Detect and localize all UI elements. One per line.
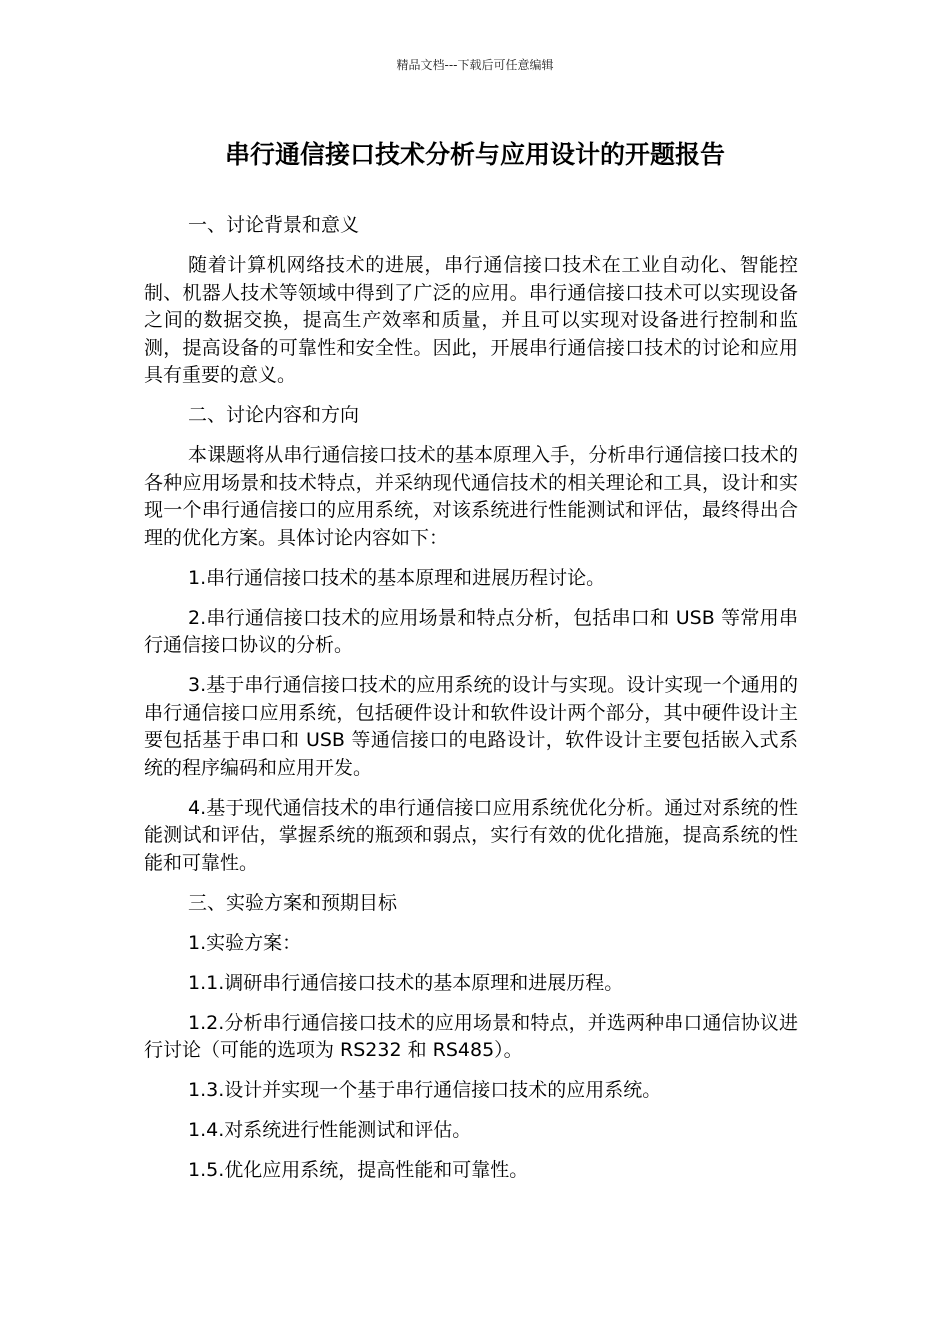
plan-heading: 1.实验方案：	[188, 931, 302, 954]
content-item-2: 2.串行通信接口技术的应用场景和特点分析，包括串口和 USB 等常用串行通信接口协议的分析。	[144, 606, 798, 656]
content-item-1: 1.串行通信接口技术的基本原理和进展历程讨论。	[188, 566, 606, 589]
content-item-4: 4.基于现代通信技术的串行通信接口应用系统优化分析。通过对系统的性能测试和评估，掌握系统的瓶颈和弱点，实行有效的优化措施，提高系统的性能和可靠性。	[144, 796, 798, 874]
plan-item-1-4: 1.4.对系统进行性能测试和评估。	[188, 1119, 472, 1141]
document-title: 串行通信接口技术分析与应用设计的开题报告	[224, 140, 725, 169]
document-body	[144, 212, 798, 1197]
paragraph-content-intro: 本课题将从串行通信接口技术的基本原理入手，分析串行通信接口技术的各种应用场景和技术特点，并采纳现代通信技术的相关理论和工具，设计和实现一个串行通信接口的应用系统，对该系统进行性能测试和评估，最终得出合理的优化方案。具体讨论内容如下：	[144, 444, 798, 549]
section-heading-background: 一、讨论背景和意义	[188, 214, 360, 236]
paragraph-background: 随着计算机网络技术的进展，串行通信接口技术在工业自动化、智能控制、机器人技术等领域中得到了广泛的应用。串行通信接口技术可以实现设备之间的数据交换，提高生产效率和质量，并且可以实现对设备进行控制和监测，提高设备的可靠性和安全性。因此，开展串行通信接口技术的讨论和应用具有重要的意义。	[144, 254, 798, 386]
section-heading-plan: 三、实验方案和预期目标	[188, 891, 398, 914]
section-heading-content: 二、讨论内容和方向	[188, 404, 360, 426]
plan-item-1-1: 1.1.调研串行通信接口技术的基本原理和进展历程。	[188, 971, 624, 994]
header-watermark: 精品文档---下载后可任意编辑	[396, 58, 554, 72]
plan-item-1-3: 1.3.设计并实现一个基于串行通信接口技术的应用系统。	[188, 1079, 662, 1101]
plan-item-1-5: 1.5.优化应用系统，提高性能和可靠性。	[188, 1159, 529, 1181]
content-item-3: 3.基于串行通信接口技术的应用系统的设计与实现。设计实现一个通用的串行通信接口应用系统，包括硬件设计和软件设计两个部分，其中硬件设计主要包括基于串口和 USB 等通信接口的电路设计，软件设计主要包括嵌入式系统的程序编码和应用开发。	[144, 674, 798, 779]
plan-item-1-2: 1.2.分析串行通信接口技术的应用场景和特点，并选两种串口通信协议进行讨论（可能的选项为 RS232 和 RS485）。	[144, 1011, 798, 1061]
